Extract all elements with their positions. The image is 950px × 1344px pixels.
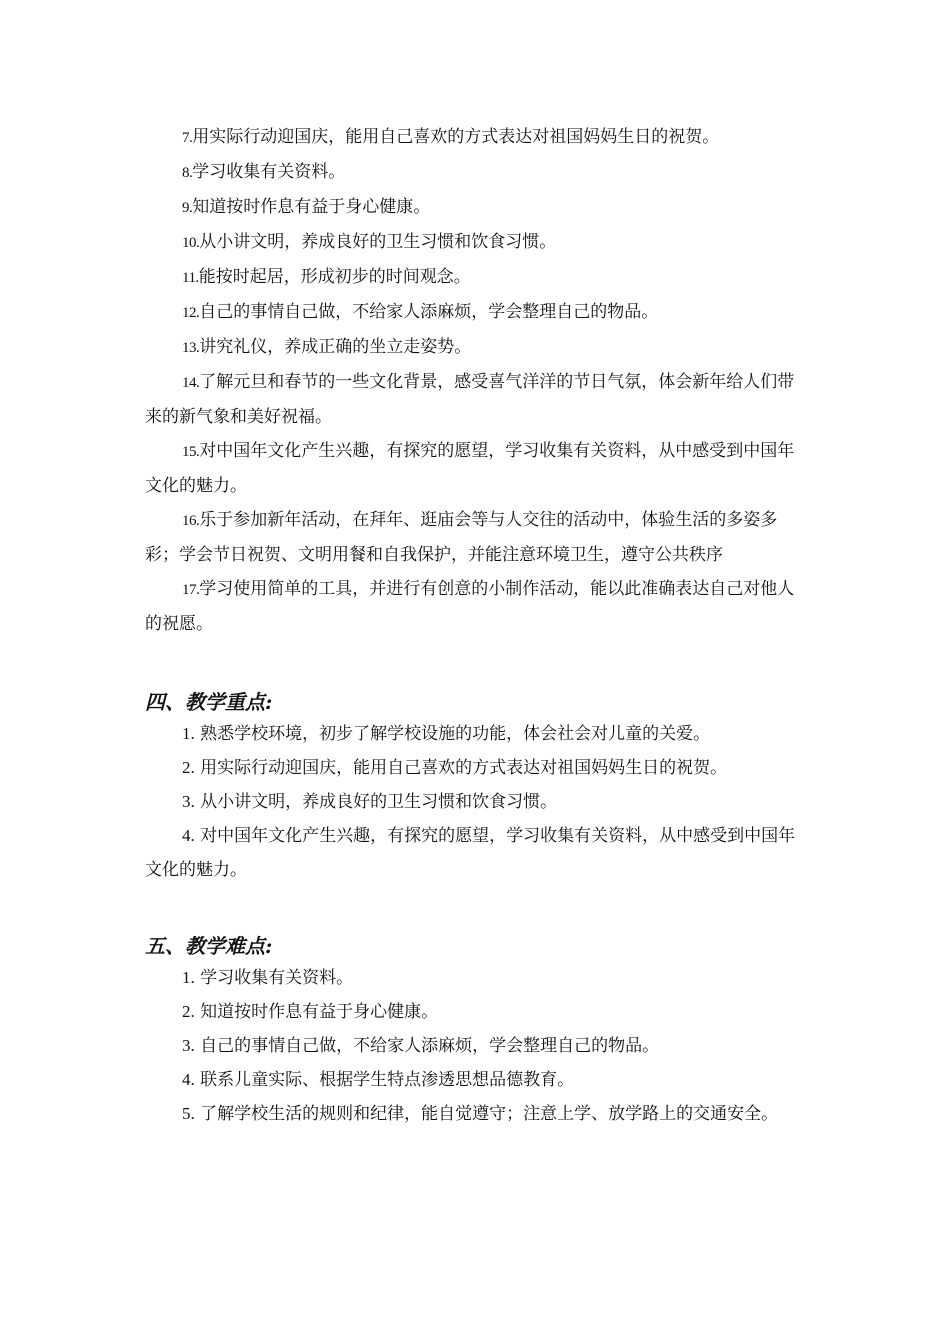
item-number: 12. — [182, 305, 200, 321]
section-teaching-difficulty — [145, 931, 810, 1131]
document-page — [145, 120, 810, 1131]
item-text: 对中国年文化产生兴趣，有探究的愿望，学习收集有关资料，从中感受到中国年文化的魅力。 — [145, 441, 795, 496]
item-text: 学习收集有关资料。 — [200, 968, 354, 988]
list-item — [145, 295, 810, 330]
list-item — [145, 190, 810, 225]
item-text: 从小讲文明，养成良好的卫生习惯和饮食习惯。 — [199, 232, 557, 252]
list-item — [145, 961, 810, 995]
list-item — [145, 751, 810, 785]
item-number: 1. — [182, 968, 195, 987]
item-text: 能按时起居，形成初步的时间观念。 — [198, 267, 471, 287]
item-text: 乐于参加新年活动，在拜年、逛庙会等与人交往的活动中，体验生活的多姿多彩；学会节日祝贺、文明用餐和自我保护，并能注意环境卫生，遵守公共秩序 — [145, 510, 778, 565]
item-number: 15. — [182, 444, 200, 460]
item-text: 知道按时作息有益于身心健康。 — [192, 197, 431, 217]
list-item — [145, 572, 810, 641]
list-item — [145, 717, 810, 751]
list-item — [145, 1029, 810, 1063]
list-item — [145, 503, 810, 572]
item-number: 10. — [182, 235, 200, 251]
item-number: 14. — [182, 375, 200, 391]
item-text: 学习收集有关资料。 — [192, 162, 346, 182]
section-teaching-focus — [145, 687, 810, 887]
item-text: 用实际行动迎国庆，能用自己喜欢的方式表达对祖国妈妈生日的祝贺。 — [200, 758, 728, 778]
item-number: 3. — [182, 1036, 195, 1055]
list-item — [145, 785, 810, 819]
list-item — [145, 330, 810, 365]
list-item — [145, 120, 810, 155]
item-number: 1. — [182, 724, 195, 743]
section-spacer — [145, 887, 810, 931]
item-text: 讲究礼仪，养成正确的坐立走姿势。 — [199, 337, 472, 357]
list-item — [145, 1063, 810, 1097]
list-item — [145, 1097, 810, 1131]
item-text: 对中国年文化产生兴趣，有探究的愿望，学习收集有关资料，从中感受到中国年文化的魅力。 — [145, 826, 796, 880]
objectives-list-continued — [145, 120, 810, 641]
item-number: 17. — [182, 582, 200, 598]
item-number: 16. — [182, 513, 200, 529]
item-text: 联系儿童实际、根据学生特点渗透思想品德教育。 — [200, 1070, 575, 1090]
item-number: 2. — [182, 1002, 195, 1021]
item-text: 知道按时作息有益于身心健康。 — [200, 1002, 439, 1022]
item-number: 13. — [182, 340, 200, 356]
list-item — [145, 260, 810, 295]
item-number: 7. — [182, 130, 193, 146]
item-text: 自己的事情自己做，不给家人添麻烦，学会整理自己的物品。 — [199, 302, 659, 322]
list-item — [145, 995, 810, 1029]
item-number: 3. — [182, 792, 195, 811]
focus-list — [145, 717, 810, 887]
list-item — [145, 365, 810, 434]
list-item — [145, 819, 810, 887]
list-item — [145, 225, 810, 260]
item-number: 8. — [182, 165, 193, 181]
item-number: 11. — [182, 270, 199, 286]
item-text: 自己的事情自己做，不给家人添麻烦，学会整理自己的物品。 — [200, 1036, 660, 1056]
section-heading: 四、教学重点: — [145, 690, 273, 714]
section-spacer — [145, 641, 810, 687]
difficulty-list — [145, 961, 810, 1131]
item-number: 9. — [182, 200, 193, 216]
item-text: 熟悉学校环境，初步了解学校设施的功能，体会社会对儿童的关爱。 — [200, 724, 711, 744]
list-item — [145, 155, 810, 190]
item-text: 用实际行动迎国庆，能用自己喜欢的方式表达对祖国妈妈生日的祝贺。 — [192, 127, 720, 147]
item-number: 4. — [182, 826, 195, 845]
item-number: 2. — [182, 758, 195, 777]
item-number: 5. — [182, 1104, 195, 1123]
item-text: 从小讲文明，养成良好的卫生习惯和饮食习惯。 — [200, 792, 558, 812]
list-item — [145, 434, 810, 503]
item-text: 了解元旦和春节的一些文化背景，感受喜气洋洋的节日气氛，体会新年给人们带来的新气象和美好祝福。 — [145, 372, 795, 427]
item-text: 学习使用简单的工具，并进行有创意的小制作活动，能以此准确表达自己对他人的祝愿。 — [145, 579, 795, 634]
item-number: 4. — [182, 1070, 195, 1089]
item-text: 了解学校生活的规则和纪律，能自觉遵守；注意上学、放学路上的交通安全。 — [200, 1104, 779, 1124]
section-heading: 五、教学难点: — [145, 934, 273, 958]
